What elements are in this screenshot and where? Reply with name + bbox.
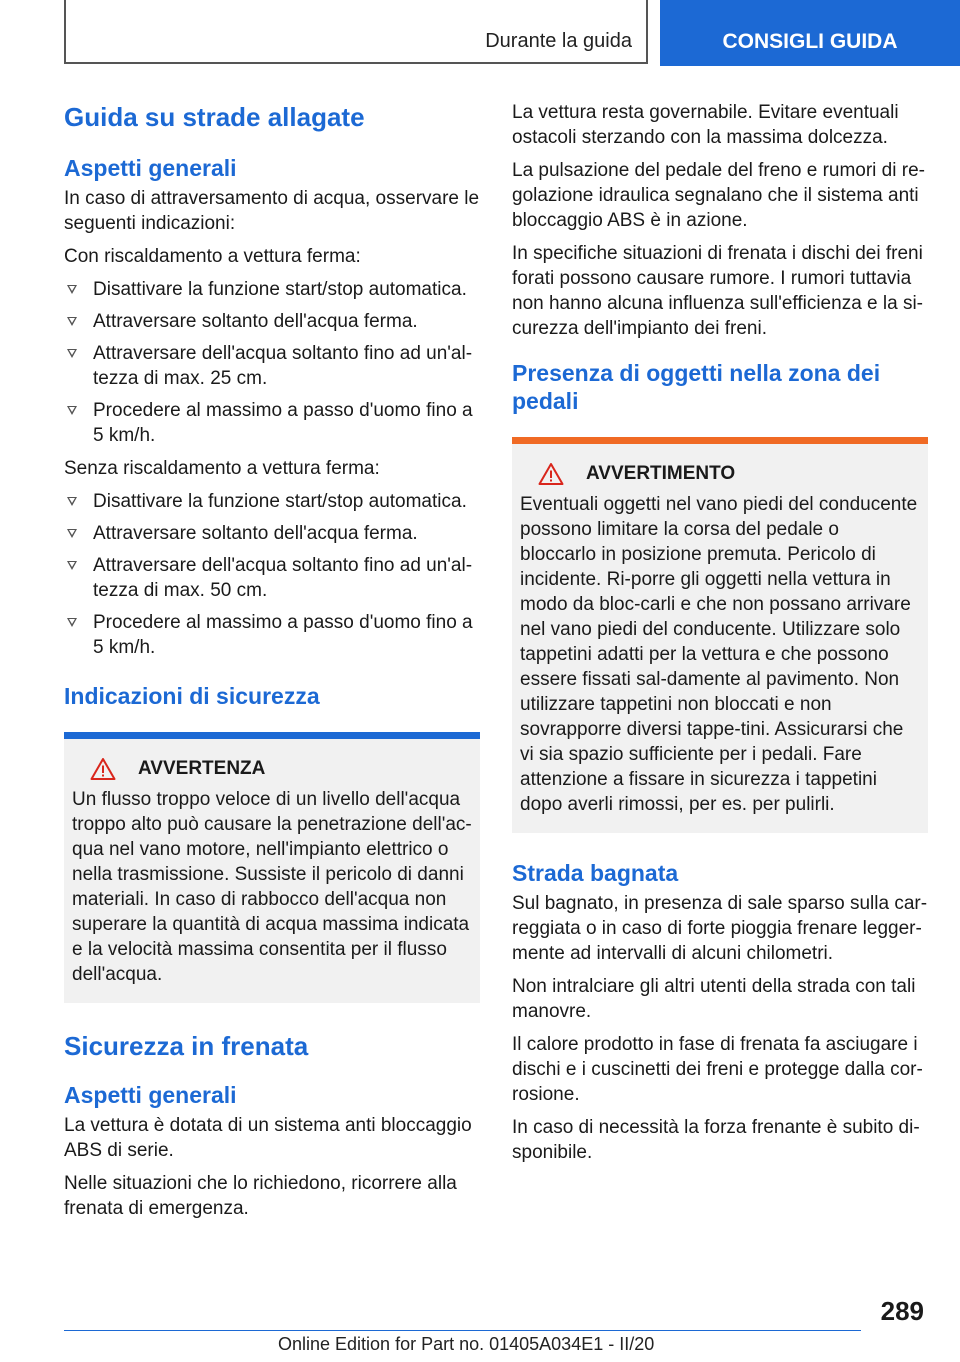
left-column [64,100,480,1229]
triangle-bullet-icon [67,618,77,627]
warning-text: Un flusso troppo veloce di un livello dell'acqua troppo alto può causare la penetrazione dell'ac-qua nel vano motore, nell'impianto elettrico o nella trasmissione. Sussiste il pericolo di danni materiali. In caso di rabbocco dell'acqua non superare la quantità di acqua massima indicata e la velocità massima consentita per il flusso dell'acqua. [72,789,472,985]
list-item: Disattivare la funzione start/stop automatica. [64,489,480,514]
wet-paragraph-4: In caso di necessità la forza frenante è subito di-sponibile. [512,1117,920,1163]
warning-title: AVVERTIMENTO [586,463,736,484]
header-box [64,0,648,64]
heading-general-aspects: Aspetti generali [64,155,237,181]
warning-box-objects [512,437,928,833]
heading-wet-road: Strada bagnata [512,860,679,886]
footer-edition: Online Edition for Part no. 01405A034E1 - II/20 [278,1334,655,1354]
heated-label: Con riscaldamento a vettura ferma: [64,246,361,267]
list-item: Attraversare dell'acqua soltanto fino ad un'al-tezza di max. 25 cm. [64,341,480,391]
warning-text: Eventuali oggetti nel vano piedi del conducente possono limitare la corsa del pedale o bloccarlo in posizione premuta. Pericolo di incidente. Ri-porre gli oggetti nella vettura in modo da bloc-carli e che non possano arrivare nel vano piedi del conducente. Utilizzare solo tappetini adatti per la vettura e che possono essere fissati sal-damente al pavimento. Non utilizzare tappetini non bloccati e non sovrapporre diversi tappe-tini. Assicurarsi che vi sia spazio sufficiente per i pedali. Fare attenzione a fissare in sicurezza i tappetini dopo averli rimossi, per es. per pulirli. [520,494,918,815]
noise-paragraph: In specifiche situazioni di frenata i dischi dei freni forati possono causare rumore. I rumori tuttavia non hanno alcuna influenza sull'efficienza e la si-curezza dell'impianto dei freni. [512,243,923,339]
heated-list [64,277,480,448]
triangle-bullet-icon [67,317,77,326]
header-section-title: Durante la guida [485,30,632,52]
warning-triangle-icon [538,462,564,486]
right-column [512,100,928,1173]
triangle-bullet-icon [67,529,77,538]
list-item: Attraversare soltanto dell'acqua ferma. [64,309,480,334]
triangle-bullet-icon [67,497,77,506]
list-item: Procedere al massimo a passo d'uomo fino a 5 km/h. [64,398,480,448]
header-chapter-tab [660,0,960,66]
list-item: Disattivare la funzione start/stop automatica. [64,277,480,302]
header-chapter-label: CONSIGLI GUIDA [722,30,898,53]
wet-paragraph-2: Non intralciare gli altri utenti della strada con tali manovre. [512,976,916,1022]
list-item: Attraversare dell'acqua soltanto fino ad un'al-tezza di max. 50 cm. [64,553,480,603]
steer-paragraph: La vettura resta governabile. Evitare eventuali ostacoli sterzando con la massima dolcezza. [512,102,899,148]
pulse-paragraph: La pulsazione del pedale del freno e rumori di re-golazione idraulica segnalano che il sistema anti bloccaggio ABS è in azione. [512,160,925,231]
wet-paragraph-3: Il calore prodotto in fase di frenata fa asciugare i dischi e i cuscinetti dei freni e protegge dalla cor-rosione. [512,1034,923,1105]
heading-general-aspects-2: Aspetti generali [64,1082,237,1108]
warning-title-row [520,462,920,486]
triangle-bullet-icon [67,285,77,294]
warning-box-caution [64,732,480,1003]
warning-title-row [72,757,472,781]
heading-safety-notes: Indicazioni di sicurezza [64,683,320,709]
list-item: Attraversare soltanto dell'acqua ferma. [64,521,480,546]
triangle-bullet-icon [67,561,77,570]
heading-braking-safety: Sicurezza in frenata [64,1031,309,1061]
warning-title: AVVERTENZA [138,758,266,779]
list-item: Procedere al massimo a passo d'uomo fino a 5 km/h. [64,610,480,660]
intro-paragraph: In caso di attraversamento di acqua, osservare le seguenti indicazioni: [64,188,480,234]
wet-paragraph-1: Sul bagnato, in presenza di sale sparso sulla car-reggiata o in caso di forte pioggia frenare legger-mente ad intervalli di alcuni chilometri. [512,893,928,964]
heading-pedal-objects: Presenza di oggetti nella zona dei pedali [512,360,881,414]
abs-paragraph: La vettura è dotata di un sistema anti bloccaggio ABS di serie. [64,1115,472,1161]
triangle-bullet-icon [67,406,77,415]
warning-triangle-icon [90,757,116,781]
unheated-label: Senza riscaldamento a vettura ferma: [64,458,380,479]
page-number: 289 [880,1296,924,1326]
emergency-paragraph: Nelle situazioni che lo richiedono, ricorrere alla frenata di emergenza. [64,1173,457,1219]
unheated-list [64,489,480,660]
triangle-bullet-icon [67,349,77,358]
footer-divider [64,1330,861,1331]
heading-flooded-roads: Guida su strade allagate [64,102,365,132]
